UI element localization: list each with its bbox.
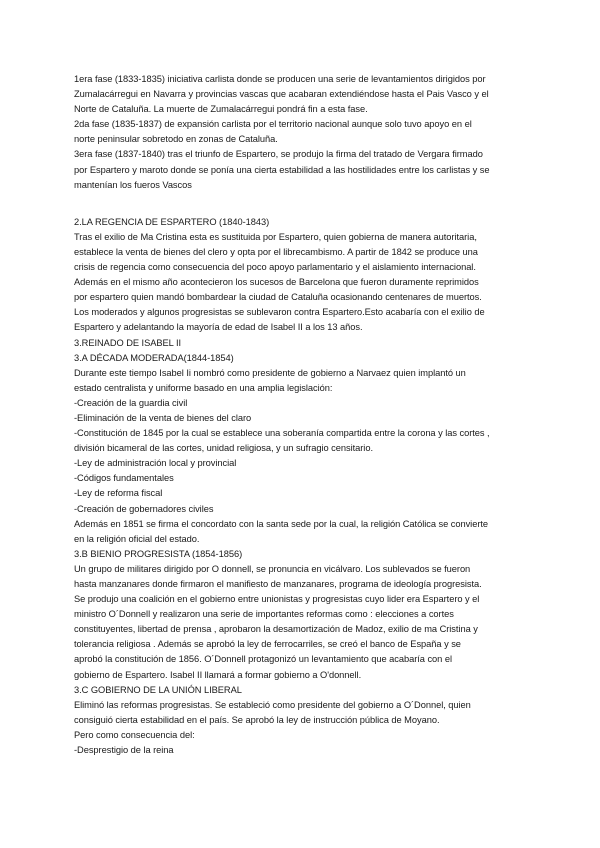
text-line: constituyentes, libertad de prensa , aprobaron la desamortización de Madoz, exilio de ma Cristina y xyxy=(74,624,478,635)
text-line: -Constitución de 1845 por la cual se establece una soberanía compartida entre la corona y las cortes , xyxy=(74,428,490,439)
document-body xyxy=(74,72,544,758)
text-line: 3era fase (1837-1840) tras el triunfo de Espartero, se produjo la firma del tratado de Vergara firmado xyxy=(74,149,483,160)
text-line: por Espartero y maroto donde se ponía una cierta estabilidad a las hostilidades entre los carlistas y se xyxy=(74,164,490,175)
carlist-war-phases-section xyxy=(74,72,544,193)
text-line: Eliminó las reformas progresistas. Se estableció como presidente del gobierno a O´Donnel, quien xyxy=(74,699,471,710)
text-line: Tras el exilio de Ma Cristina esta es sustituida por Espartero, quien gobierna de manera autoritaria, xyxy=(74,231,477,242)
text-line: 1era fase (1833-1835) iniciativa carlista donde se producen una serie de levantamientos dirigidos por xyxy=(74,74,486,84)
text-line: hasta manzanares donde firmaron el manifiesto de manzanares, programa de ideología progresista. xyxy=(74,579,482,589)
text-line: -Desprestigio de la reina xyxy=(74,745,174,756)
text-line: -Ley de administración local y provincial xyxy=(74,458,237,469)
text-line: 3.B BIENIO PROGRESISTA (1854-1856) xyxy=(74,548,243,559)
text-line: mantenían los fueros Vascos xyxy=(74,179,192,190)
text-line: Se produjo una coalición en el gobierno entre unionistas y progresistas cuyo lider era Espartero y el xyxy=(74,594,480,605)
text-line: -Códigos fundamentales xyxy=(74,473,174,484)
text-line: por espartero quien mandó bombardear la ciudad de Cataluña ocasionando centenares de muertos. xyxy=(74,292,482,303)
text-line: estado centralista y uniforme basado en una amplia legislación: xyxy=(74,382,333,393)
history-sections xyxy=(74,215,544,758)
text-line: Norte de Cataluña. La muerte de Zumalacárregui pondrá fin a esta fase. xyxy=(74,104,368,115)
text-line: crisis de regencia como consecuencia del poco apoyo parlamentario y el aislamiento internacional. xyxy=(74,262,476,273)
text-line: establece la venta de bienes del clero y opta por el librecambismo. A partir de 1842 se produce una xyxy=(74,246,478,257)
text-line: en la religión oficial del estado. xyxy=(74,533,200,544)
text-line: Zumalacárregui en Navarra y provincias vascas que acabaran extendiéndose hasta el Pais Vasco y el xyxy=(74,89,489,100)
text-line: Los moderados y algunos progresistas se sublevaron contra Espartero.Esto acabaría con el exilio de xyxy=(74,307,485,318)
text-line: ministro O´Donnell y realizaron una serie de importantes reformas como : elecciones a cortes xyxy=(74,609,454,620)
text-line: 2da fase (1835-1837) de expansión carlista por el territorio nacional aunque solo tuvo apoyo en el xyxy=(74,119,472,130)
text-line: -Creación de la guardia civil xyxy=(74,397,188,408)
text-line: -Ley de reforma fiscal xyxy=(74,488,163,499)
text-line: Pero como consecuencia del: xyxy=(74,729,195,740)
text-line: Espartero y adelantando la mayoría de edad de Isabel II a los 13 años. xyxy=(74,322,363,333)
text-line: Durante este tiempo Isabel Ii nombró como presidente de gobierno a Narvaez quien implantó un xyxy=(74,367,466,378)
text-line: tolerancia religiosa . Además se aprobó la ley de ferrocarriles, se creó el banco de España y se xyxy=(74,639,461,650)
text-line: -Creación de gobernadores civiles xyxy=(74,503,214,514)
text-line: 3.C GOBIERNO DE LA UNIÓN LIBERAL xyxy=(74,684,242,695)
text-line: división bicameral de las cortes, unidad religiosa, y un sufragio censitario. xyxy=(74,443,373,454)
text-line: 3.A DÉCADA MODERADA(1844-1854) xyxy=(74,352,234,363)
text-line: 2.LA REGENCIA DE ESPARTERO (1840-1843) xyxy=(74,216,270,227)
text-line: consiguió cierta estabilidad en el país. Se aprobó la ley de instrucción pública de Moyano. xyxy=(74,714,440,725)
text-line: -Eliminación de la venta de bienes del claro xyxy=(74,412,252,423)
text-line: aprobó la constitución de 1856. O´Donnell protagonizó un levantamiento que acabaría con el xyxy=(74,654,452,665)
text-line: Un grupo de militares dirigido por O donnell, se pronuncia en vicálvaro. Los sublevados se fueron xyxy=(74,563,471,574)
text-line: Además en el mismo año acontecieron los sucesos de Barcelona que fueron duramente reprimidos xyxy=(74,277,479,288)
text-line: gobierno de Espartero. Isabel II llamará a formar gobierno a O'donnell. xyxy=(74,669,362,680)
paragraph-gap xyxy=(74,193,544,215)
text-line: Además en 1851 se firma el concordato con la santa sede por la cual, la religión Católica se convierte xyxy=(74,518,489,529)
text-line: norte peninsular sobretodo en zonas de Cataluña. xyxy=(74,134,278,145)
text-line: 3.REINADO DE ISABEL II xyxy=(74,337,182,348)
